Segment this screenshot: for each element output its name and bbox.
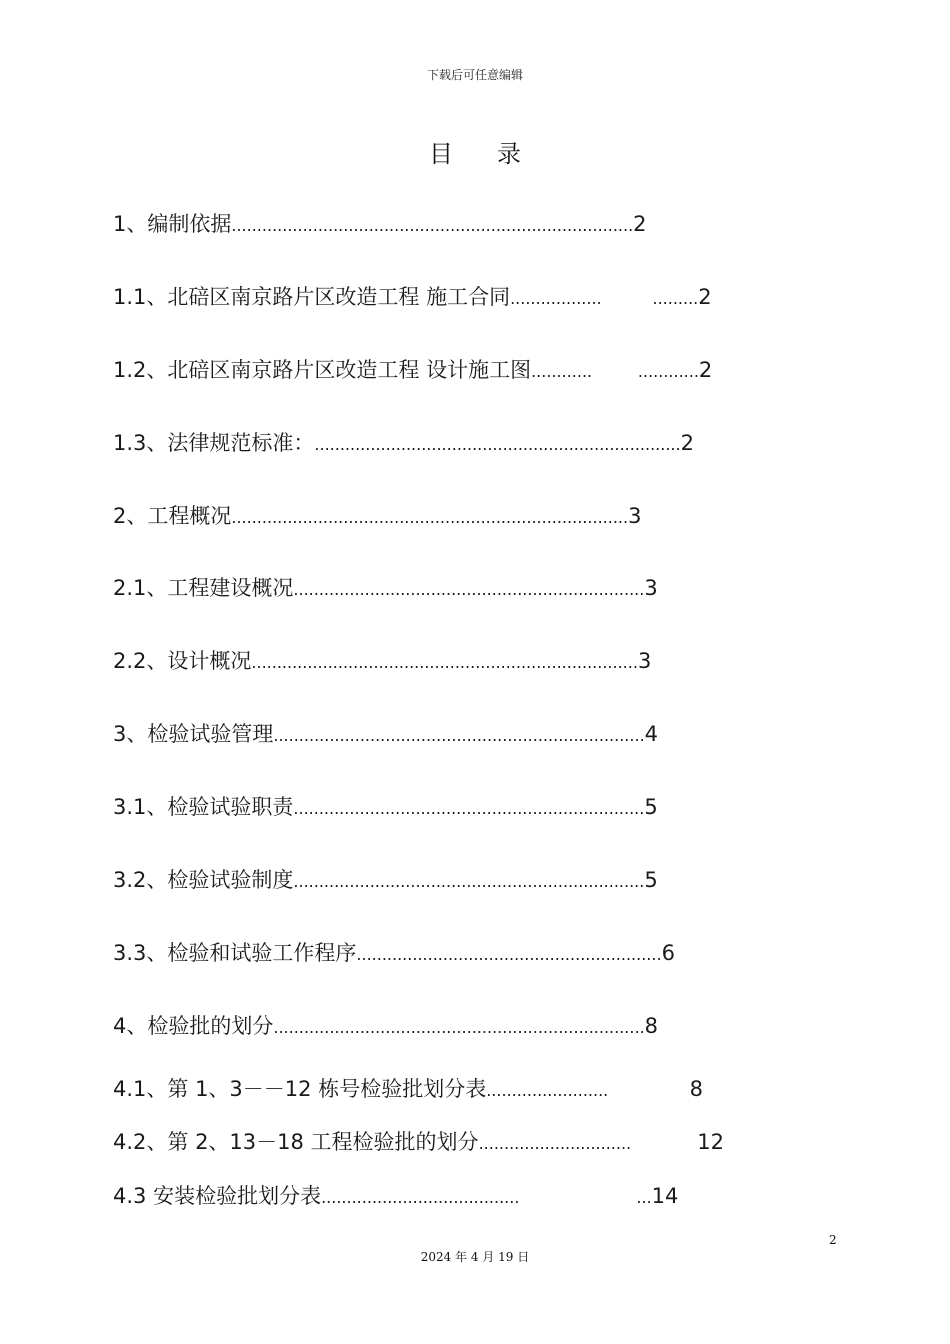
- toc-entry-page: 2: [633, 212, 647, 236]
- toc-entry-page: 14: [651, 1184, 679, 1208]
- toc-entry-label: 3.2、检验试验制度: [113, 868, 294, 892]
- toc-entry[interactable]: [113, 1128, 724, 1158]
- toc-entry-leader: .....................................................................: [293, 872, 645, 891]
- toc-entry-page: 4: [644, 722, 659, 746]
- toc-entry-leader: .....................................................................: [293, 580, 645, 599]
- toc-entry[interactable]: [113, 1075, 703, 1105]
- toc-entry[interactable]: [113, 429, 694, 459]
- toc-entry-label: 3、检验试验管理: [113, 722, 274, 746]
- toc-entry-page: 3: [628, 504, 642, 528]
- toc-entry-label: 4.3 安装检验批划分表: [113, 1184, 322, 1208]
- toc-entry-label: 4.2、第 2、13－18 工程检验批的划分: [113, 1130, 479, 1154]
- toc-entry[interactable]: [113, 502, 641, 532]
- toc-entry-leader: .................. .........: [510, 289, 699, 308]
- toc-entry-leader: .........................................................................: [273, 1018, 645, 1037]
- toc-entry[interactable]: [113, 939, 675, 969]
- toc-entry[interactable]: [113, 574, 658, 604]
- toc-entry[interactable]: [113, 866, 658, 896]
- toc-entry[interactable]: [113, 1012, 658, 1042]
- toc-entry-label: 2.1、工程建设概况: [113, 576, 294, 600]
- toc-entry-label: 3.1、检验试验职责: [113, 795, 294, 819]
- toc-title: 目录: [429, 140, 565, 168]
- toc-entry-leader: ............ ............: [531, 362, 699, 381]
- toc-entry-leader: ..............................................................................: [231, 508, 629, 527]
- toc-entry-label: 2.2、设计概况: [113, 649, 252, 673]
- toc-entry-label: 1、编制依据: [113, 212, 232, 236]
- toc-entry-leader: ...............................................................................: [231, 216, 634, 235]
- toc-entry-page: 2: [680, 431, 694, 455]
- toc-entry[interactable]: [113, 647, 651, 677]
- footer-date: 2024 年 4 月 19 日: [420, 1250, 530, 1264]
- toc-entry-page: 6: [661, 941, 675, 965]
- toc-entry-leader: ........................................................................: [314, 435, 681, 454]
- toc-entry-label: 2、工程概况: [113, 504, 232, 528]
- toc-entry-label: 3.3、检验和试验工作程序: [113, 941, 357, 965]
- toc-entry-label: 1.2、北碚区南京路片区改造工程 设计施工图: [113, 358, 532, 382]
- toc-entry-page: 8: [689, 1077, 704, 1101]
- header-note: 下载后可任意编辑: [426, 68, 523, 82]
- toc-entry-leader: ....................................... ...: [321, 1188, 652, 1207]
- toc-entry-page: 3: [637, 649, 652, 673]
- toc-entry-page: 8: [644, 1014, 659, 1038]
- toc-entry-leader: .........................................................................: [273, 726, 645, 745]
- toc-entry-label: 4.1、第 1、3－－12 栋号检验批划分表: [113, 1077, 487, 1101]
- toc-entry-page: 2: [698, 285, 712, 309]
- toc-entry-leader: ............................................................: [356, 945, 662, 964]
- page-number: 2: [829, 1233, 837, 1247]
- toc-entry-leader: ........................: [486, 1081, 690, 1100]
- toc-entry-page: 12: [697, 1130, 724, 1154]
- toc-entry-page: 5: [644, 795, 658, 819]
- toc-entry[interactable]: [113, 283, 712, 313]
- toc-entry-page: 2: [698, 358, 713, 382]
- toc-entry[interactable]: [113, 1182, 678, 1212]
- toc-entry[interactable]: [113, 356, 712, 386]
- toc-entry-leader: ............................................................................: [251, 653, 638, 672]
- toc-entry[interactable]: [113, 210, 647, 240]
- toc-entry-page: 3: [644, 576, 658, 600]
- toc-entry-leader: ..............................: [478, 1134, 698, 1153]
- toc-entry-label: 1.3、法律规范标准：: [113, 431, 315, 455]
- toc-entry-label: 4、检验批的划分: [113, 1014, 274, 1038]
- toc-entry-label: 1.1、北碚区南京路片区改造工程 施工合同: [113, 285, 511, 309]
- toc-entry-page: 5: [644, 868, 658, 892]
- toc-entry[interactable]: [113, 793, 658, 823]
- toc-entry[interactable]: [113, 720, 658, 750]
- toc-entry-leader: .....................................................................: [293, 799, 645, 818]
